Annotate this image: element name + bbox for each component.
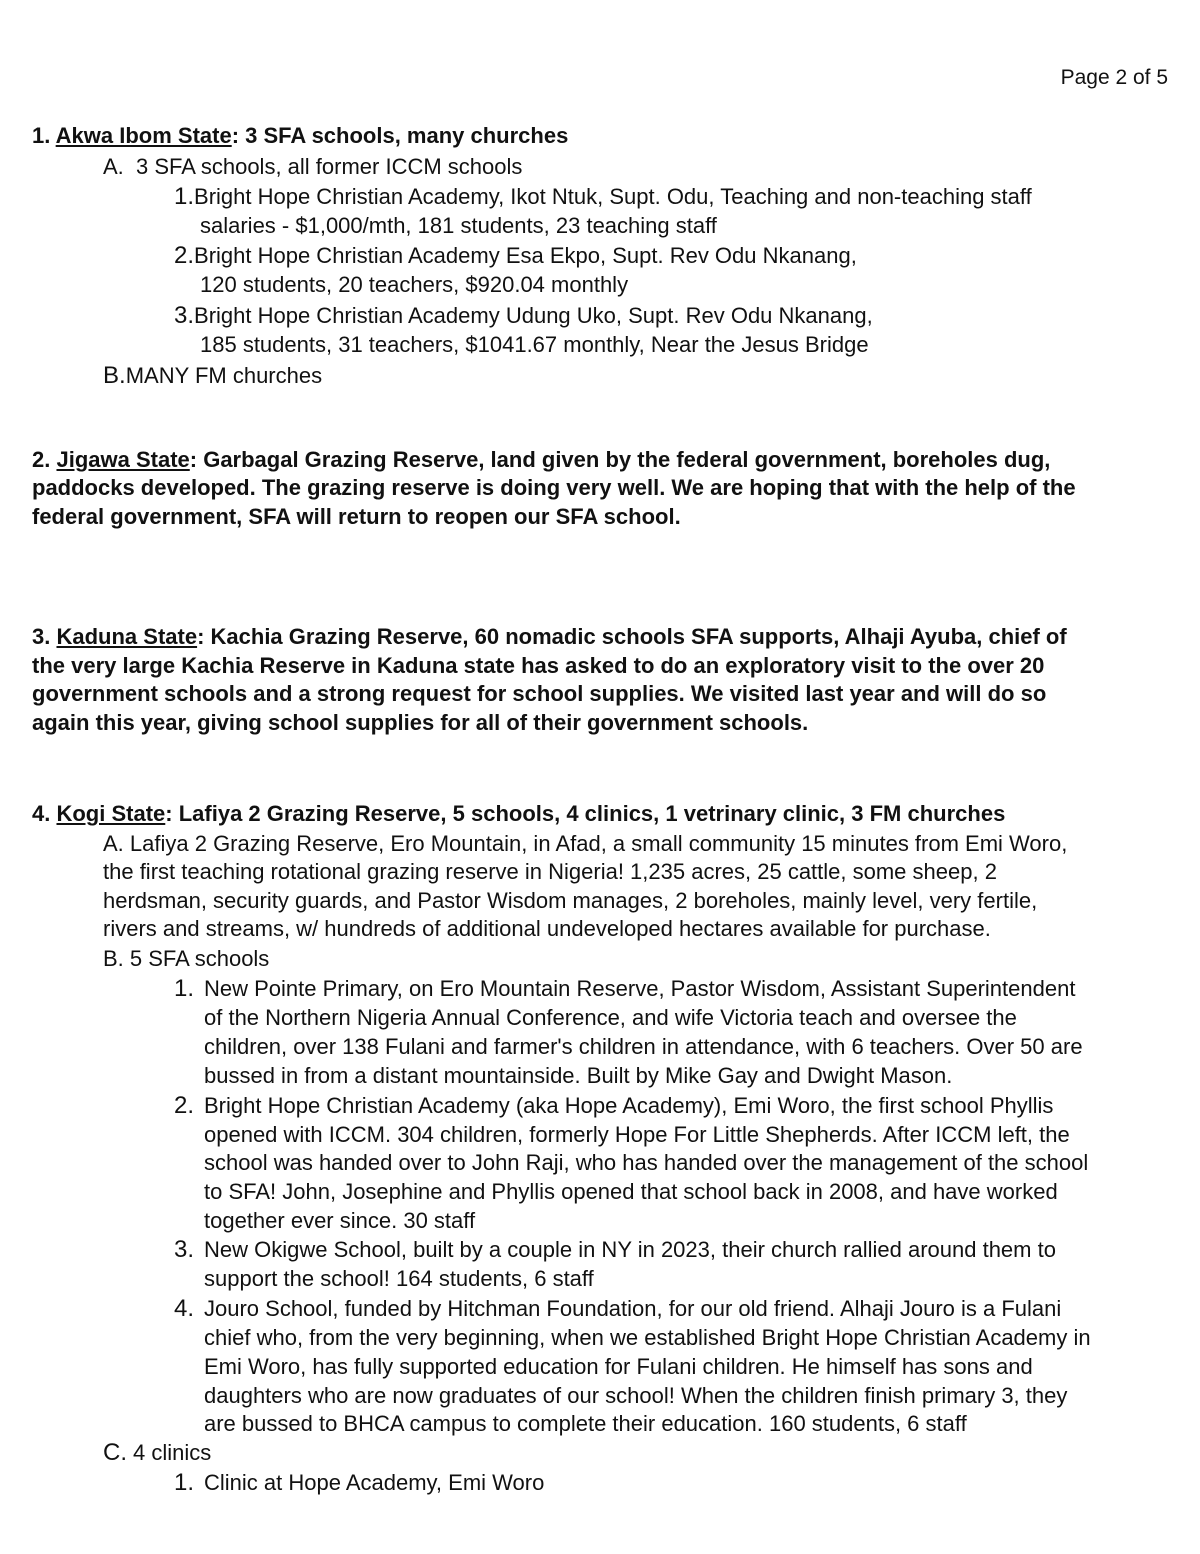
- item-text: Jouro School, funded by Hitchman Foundation, for our old friend. Alhaji Jouro is a Fulani: [204, 1296, 1062, 1321]
- marker: 2.: [174, 242, 195, 269]
- state-name: Kogi State: [56, 801, 166, 826]
- heading-text: : Garbagal Grazing Reserve, land given by the federal government, boreholes dug,: [189, 447, 1051, 472]
- section-number: 1.: [32, 123, 51, 148]
- section-number: 2.: [32, 447, 51, 472]
- list-item-cont: 185 students, 31 teachers, $1041.67 monthly, Near the Jesus Bridge: [200, 332, 869, 357]
- list-item: [103, 362, 322, 390]
- item-text: 4 clinics: [133, 1440, 212, 1465]
- list-item-cont: 120 students, 20 teachers, $920.04 monthly: [200, 272, 629, 297]
- paragraph-line: herdsman, security guards, and Pastor Wisdom manages, 2 boreholes, mainly level, very fertile,: [103, 888, 1038, 913]
- state-name: Jigawa State: [56, 447, 190, 472]
- page-number: Page 2 of 5: [1060, 66, 1168, 89]
- marker: B.: [103, 362, 126, 389]
- section-2-heading: [32, 446, 1050, 474]
- list-item: [174, 302, 873, 330]
- list-item-cont: together ever since. 30 staff: [204, 1208, 476, 1233]
- list-item: [174, 1469, 544, 1497]
- list-item-cont: are bussed to BHCA campus to complete their education. 160 students, 6 staff: [204, 1411, 967, 1436]
- list-item-cont: bussed in from a distant mountainside. Built by Mike Gay and Dwight Mason.: [204, 1063, 953, 1088]
- list-item: [103, 153, 522, 181]
- marker: 3.: [174, 302, 195, 329]
- item-text: New Pointe Primary, on Ero Mountain Reserve, Pastor Wisdom, Assistant Superintendent: [204, 976, 1076, 1001]
- list-item-cont: daughters who are now graduates of our school! When the children finish primary 3, they: [204, 1383, 1068, 1408]
- list-item-cont: of the Northern Nigeria Annual Conference, and wife Victoria teach and oversee the: [204, 1005, 1017, 1030]
- list-item: [103, 1439, 211, 1467]
- list-item: [174, 1236, 1056, 1264]
- state-name: Kaduna State: [56, 624, 198, 649]
- paragraph-line: again this year, giving school supplies for all of their government schools.: [32, 710, 809, 735]
- paragraph-line: the first teaching rotational grazing reserve in Nigeria! 1,235 acres, 25 cattle, some sheep, 2: [103, 859, 997, 884]
- item-text: Bright Hope Christian Academy Udung Uko, Supt. Rev Odu Nkanang,: [194, 303, 873, 328]
- heading-text: : 3 SFA schools, many churches: [231, 123, 569, 148]
- marker: 2.: [174, 1092, 195, 1119]
- list-item: [174, 242, 857, 270]
- paragraph-line: government schools and a strong request for school supplies. We visited last year and will do so: [32, 681, 1047, 706]
- marker: 1.: [174, 975, 195, 1002]
- list-item: [174, 1092, 1053, 1120]
- list-item-cont: school was handed over to John Raji, who has handed over the management of the school: [204, 1150, 1089, 1175]
- list-item-cont: Emi Woro, has fully supported education for Fulani children. He himself has sons and: [204, 1354, 1033, 1379]
- item-text: Bright Hope Christian Academy, Ikot Ntuk, Supt. Odu, Teaching and non-teaching staff: [194, 184, 1032, 209]
- paragraph-line: paddocks developed. The grazing reserve is doing very well. We are hoping that with the help of the: [32, 475, 1076, 500]
- item-text: 3 SFA schools, all former ICCM schools: [136, 154, 523, 179]
- heading-text: : Lafiya 2 Grazing Reserve, 5 schools, 4 clinics, 1 vetrinary clinic, 3 FM churches: [165, 801, 1006, 826]
- paragraph-line: A. Lafiya 2 Grazing Reserve, Ero Mountain, in Afad, a small community 15 minutes from Emi Woro,: [103, 831, 1068, 856]
- section-1-heading: [32, 122, 568, 150]
- list-item-cont: to SFA! John, Josephine and Phyllis opened that school back in 2008, and have worked: [204, 1179, 1058, 1204]
- list-item-cont: salaries - $1,000/mth, 181 students, 23 teaching staff: [200, 213, 717, 238]
- item-text: Bright Hope Christian Academy (aka Hope Academy), Emi Woro, the first school Phyllis: [204, 1093, 1054, 1118]
- item-text: New Okigwe School, built by a couple in NY in 2023, their church rallied around them to: [204, 1237, 1056, 1262]
- list-item-cont: support the school! 164 students, 6 staff: [204, 1266, 594, 1291]
- list-item-cont: opened with ICCM. 304 children, formerly Hope For Little Shepherds. After ICCM left, the: [204, 1122, 1070, 1147]
- marker: 3.: [174, 1236, 195, 1263]
- marker: 4.: [174, 1295, 195, 1322]
- list-item-cont: children, over 138 Fulani and farmer's children in attendance, with 6 teachers. Over 50 are: [204, 1034, 1083, 1059]
- section-number: 3.: [32, 624, 51, 649]
- section-3-heading: [32, 623, 1067, 651]
- marker: C.: [103, 1439, 127, 1466]
- item-text: Clinic at Hope Academy, Emi Woro: [204, 1470, 545, 1495]
- list-item: [174, 975, 1075, 1003]
- list-item: [174, 183, 1032, 211]
- list-item: [174, 1295, 1061, 1323]
- paragraph-line: federal government, SFA will return to reopen our SFA school.: [32, 504, 681, 529]
- section-4-heading: [32, 800, 1005, 828]
- paragraph-line: rivers and streams, w/ hundreds of additional undeveloped hectares available for purchase.: [103, 916, 991, 941]
- marker: 1.: [174, 183, 195, 210]
- list-item: B. 5 SFA schools: [103, 946, 270, 971]
- paragraph-line: the very large Kachia Reserve in Kaduna state has asked to do an exploratory visit to the over 20: [32, 653, 1045, 678]
- heading-text: : Kachia Grazing Reserve, 60 nomadic schools SFA supports, Alhaji Ayuba, chief of: [197, 624, 1067, 649]
- item-text: Bright Hope Christian Academy Esa Ekpo, Supt. Rev Odu Nkanang,: [194, 243, 857, 268]
- section-number: 4.: [32, 801, 51, 826]
- list-item-cont: chief who, from the very beginning, when we established Bright Hope Christian Academy in: [204, 1325, 1091, 1350]
- marker: A.: [103, 154, 124, 179]
- marker: 1.: [174, 1469, 195, 1496]
- state-name: Akwa Ibom State: [55, 123, 232, 148]
- item-text: MANY FM churches: [125, 363, 323, 388]
